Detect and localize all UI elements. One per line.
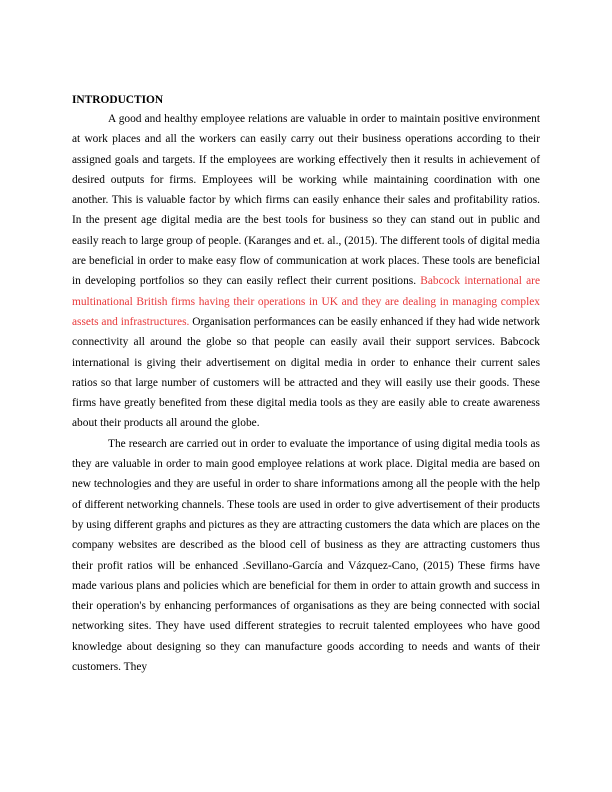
document-body (72, 91, 540, 677)
paragraph-1-text-start: A good and healthy employee relations are valuable in order to maintain positive environment at work places and all the workers can easily carry out their business operations according to their assigned goals and targets. If the employees are working effectively then it results in achievement of desired outputs for firms. Employees will be working while maintaining coordination with one another. This is valuable factor by which firms can easily enhance their sales and profitability ratios. In the present age digital media are the best tools for business so they can stand out in public and easily reach to large group of people. (Karanges and et. al., (2015). The different tools of digital media are beneficial in order to make easy flow of communication at work places. These tools are beneficial in developing portfolios so they can easily reflect their current positions. (72, 113, 540, 288)
paragraph-1 (72, 109, 540, 434)
highlighted-company-text: Babcock international are multinational British firms having their operations in UK and they are dealing in managing complex assets and infrastructures. (72, 275, 541, 328)
section-heading: INTRODUCTION (72, 94, 164, 106)
paragraph-2: The research are carried out in order to evaluate the importance of using digital media tools as they are valuable in order to main good employee relations at work place. Digital media are based on new technologies and they are useful in order to share informations among all the people with the help of different networking channels. These tools are used in order to give advertisement of their products by using different graphs and pictures as they are attracting customers the data which are places on the company websites are described as the blood cell of business as they are attracting customers thus their profit ratios will be enhanced .Sevillano-García and Vázquez-Cano, (2015) These firms have made various plans and policies which are beneficial for them in order to attain growth and success in their operation's by enhancing performances of organisations as they are being connected with social networking sites. They have used different strategies to recruit talented employees who have good knowledge about designing so they can manufacture goods according to needs and wants of their customers. They (72, 437, 540, 674)
paragraph-1-text-end: Organisation performances can be easily enhanced if they had wide network connectivity all around the globe so that people can easily avail their support services. Babcock international is giving their advertisement on digital media in order to enhance their current sales ratios so that large number of customers will be attracted and they will easily use their goods. These firms have greatly benefited from these digital media tools as they are easily able to create awareness about their products all around the globe. (72, 315, 540, 430)
